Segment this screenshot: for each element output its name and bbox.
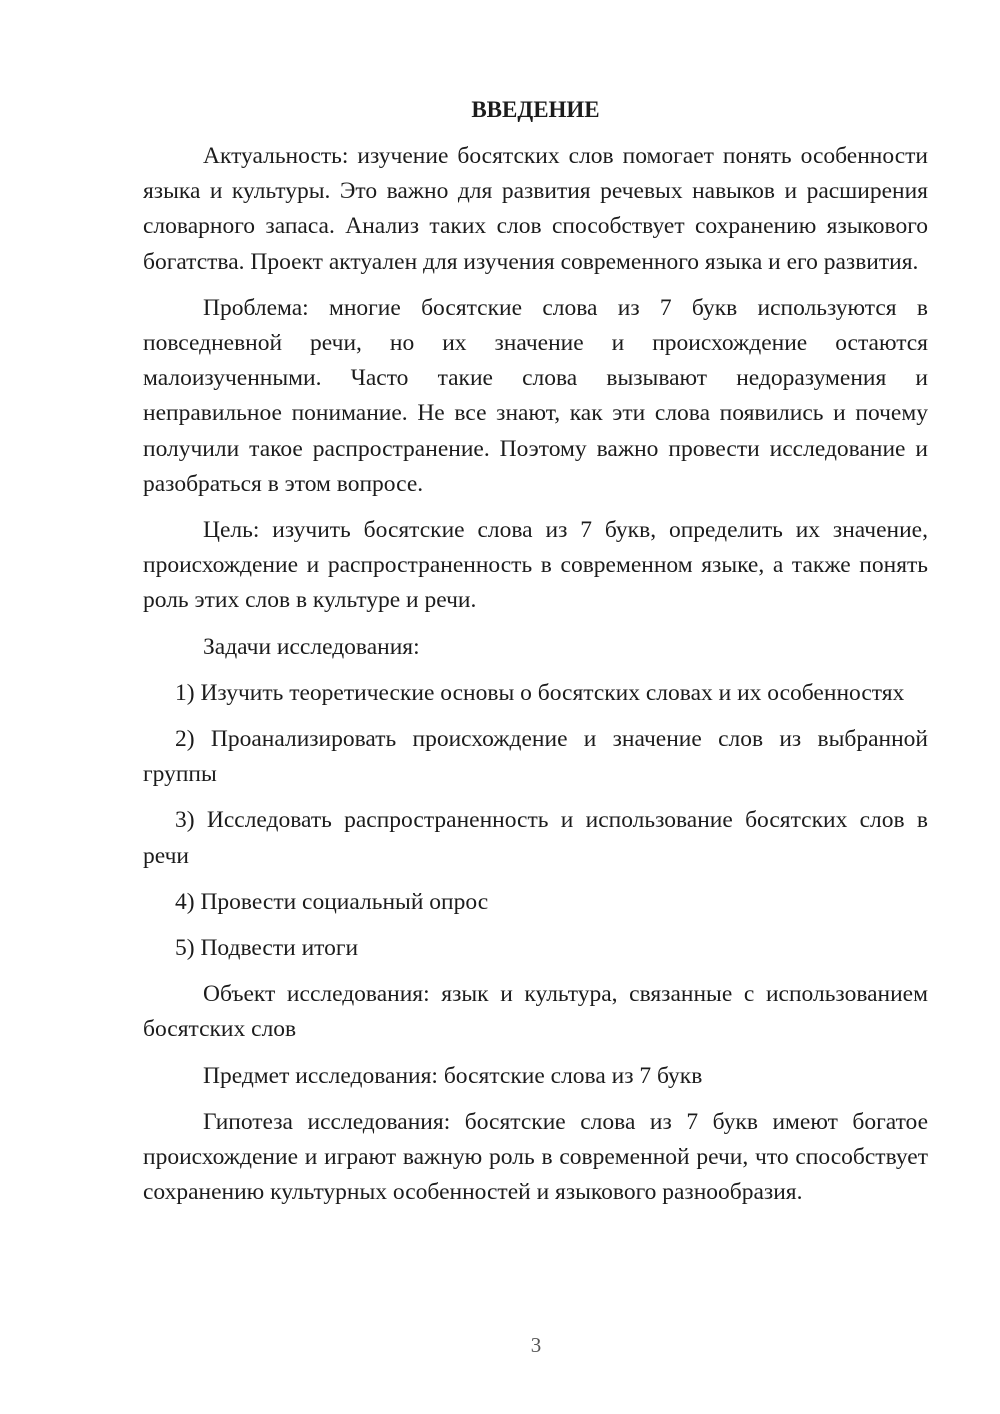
goal-paragraph: Цель: изучить босятские слова из 7 букв, определить их значение, происхождение и распространенность в современном языке, а также понять роль этих слов в культуре и речи. [143, 517, 928, 614]
page-title: ВВЕДЕНИЕ [471, 97, 600, 122]
page-number: 3 [530, 1333, 542, 1357]
task-item-4: 4) Провести социальный опрос [175, 888, 489, 915]
task-item-3: 3) Исследовать распространенность и использование босятских слов в речи [143, 807, 928, 869]
object-paragraph: Объект исследования: язык и культура, связанные с использованием босятских слов [143, 981, 928, 1043]
document-page [143, 93, 928, 1221]
subject-paragraph: Предмет исследования: босятские слова из 7 букв [203, 1062, 703, 1089]
task-item-5: 5) Подвести итоги [175, 935, 359, 962]
tasks-heading: Задачи исследования: [203, 633, 420, 660]
problem-paragraph: Проблема: многие босятские слова из 7 букв используются в повседневной речи, но их значение и происхождение остаются малоизученными. Часто такие слова вызывают недоразумения и неправильное понимание. Не все знают, как эти слова появились и почему получили такое распространение. Поэтому важно провести исследование и разобраться в этом вопросе. [143, 294, 928, 497]
hypothesis-paragraph: Гипотеза исследования: босятские слова из 7 букв имеют богатое происхождение и играют важную роль в современной речи, что способствует сохранению культурных особенностей и языкового разнообразия. [143, 1108, 928, 1206]
relevance-paragraph: Актуальность: изучение босятских слов помогает понять особенности языка и культуры. Это важно для развития речевых навыков и расширения словарного запаса. Анализ таких слов способствует сохранению языкового богатства. Проект актуален для изучения современного языка и его развития. [143, 143, 928, 275]
task-item-1: 1) Изучить теоретические основы о босятских словах и их особенностях [175, 679, 905, 706]
task-item-2: 2) Проанализировать происхождение и значение слов из выбранной группы [143, 726, 928, 788]
